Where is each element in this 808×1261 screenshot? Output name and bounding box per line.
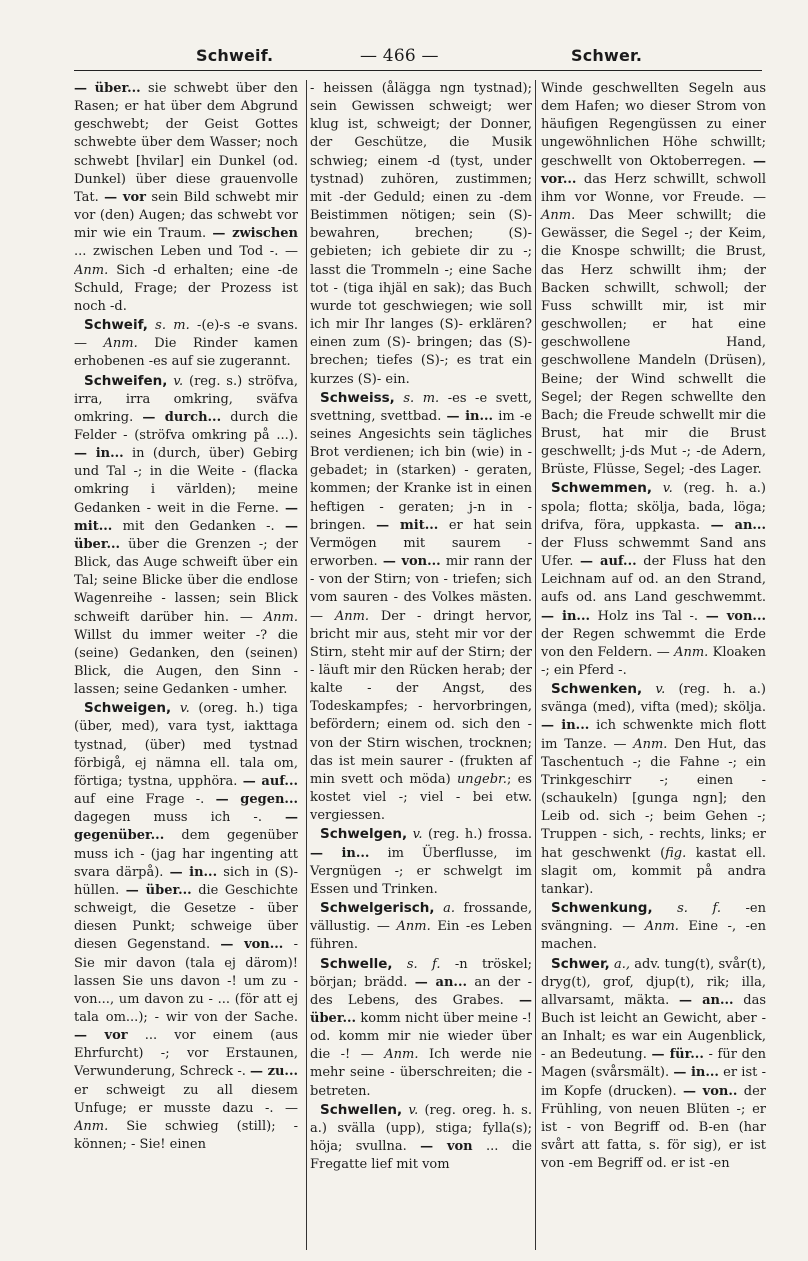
- italic-label: v.: [412, 827, 423, 843]
- entry-text: ich schwenkte mich flott im Tanze. —: [541, 718, 766, 752]
- italic-label: fig.: [665, 845, 687, 861]
- italic-label: v.: [662, 481, 673, 497]
- entry-text: ... zwischen Leben und Tod -. —: [74, 244, 298, 260]
- italic-label: Anm.: [74, 1118, 109, 1134]
- italic-label: Anm.: [396, 919, 431, 935]
- headword: Schweifen,: [84, 372, 168, 389]
- entry-text: Holz ins Tal -.: [590, 608, 706, 624]
- italic-label: v.: [408, 1102, 419, 1118]
- entry-text: -en svängning. —: [541, 901, 766, 935]
- entry-text: der Fluss hat den Leichnam auf od. an den Strand, aufs od. ans Land geschwemmt.: [541, 554, 766, 606]
- entry-text: Ein -es Leben führen.: [310, 919, 532, 953]
- dictionary-entry: [310, 825, 532, 899]
- dictionary-entry: [310, 955, 532, 1101]
- entry-text: das Herz schwillt, schwoll ihm vor Wonne, vor Freude. —: [541, 171, 766, 205]
- headword: Schwemmen,: [551, 480, 652, 497]
- entry-text: mir rann der - von der Stirn; von - triefen; sich vom sauren - des Volkes mästen. —: [310, 554, 533, 624]
- entry-text: der Regen schwemmt die Erde von den Feldern. —: [541, 626, 766, 660]
- entry-text: an der - des Lebens, des Grabes.: [310, 974, 532, 1008]
- entry-text: -es -e svett, svettning, svettbad.: [310, 390, 532, 424]
- sub-phrase: — gegenüber...: [74, 810, 298, 844]
- sub-phrase: — durch...: [142, 409, 222, 425]
- entry-text: durch die Felder - (ströfva omkring på ...).: [74, 409, 298, 443]
- italic-label: v.: [173, 373, 184, 389]
- entry-text: über die Grenzen -; der Blick, das Auge schweift über ein Tal; seine Blicke über die endlose Wagenreihe - lassen; sein Blick schweift darüber hin. —: [74, 536, 298, 625]
- entry-text: Willst du immer weiter -? die (seine) Gedanken, den (seinen) Blick, die Augen, den Sinn - lassen; seine Gedanken - umher.: [74, 627, 298, 698]
- entry-text: [171, 701, 180, 716]
- sub-phrase: — an...: [678, 992, 734, 1008]
- entry-text: in (durch, über) Gebirg und Tal -; in die Weite - (flacka omkring i världen); meine Gedanken - weit in die Ferne.: [74, 446, 299, 516]
- italic-label: s. m.: [155, 318, 190, 334]
- dictionary-entry: [74, 372, 298, 700]
- italic-label: a.,: [614, 956, 631, 972]
- entry-text: adv. tung(t), svår(t), dryg(t), grof, djup(t), rik; illa, allvarsamt, mäkta.: [541, 956, 766, 1008]
- sub-phrase: — von...: [705, 608, 766, 624]
- sub-phrase: — für...: [651, 1047, 704, 1063]
- sub-phrase: — auf...: [242, 773, 299, 789]
- dictionary-entry: [541, 479, 766, 680]
- italic-label: Anm.: [334, 608, 370, 624]
- sub-phrase: — von: [420, 1139, 473, 1155]
- entry-text: - heissen (ålägga ngn tystnad); sein Gewissen schweigt; wer klug ist, schweigt; der Donner, der Geschütze, die Musik schwieg; einem -d (tyst, under tystnad) zuhören, zustimmen; mit -der Geduld; einen zu -dem Beistimmen nötigen; sein (S)- bewahren, brechen; (S)- gebieten; ich gebiete dir zu -; lasst die Trommeln -; eine Sache tot - (tiga ihjäl en sak); das Buch wurde tot geschwiegen; wie soll ich mir Ihr langes (S)- erklären? einen zum (S)- bringen; das (S)- brechen; tiefes (S)-; es trat ein kurzes (S)- ein.: [310, 81, 532, 387]
- headword: Schwenkung,: [551, 900, 653, 917]
- entry-text: Den Hut, das Taschentuch -; die Fahne -; ein Trinkgeschirr -; einen - (schaukeln) [gunga ngn]; den Leib od. sich -; beim Gehen -; Truppen - sich, - rechts, links; er hat geschwenkt (: [541, 736, 766, 861]
- entry-text: im Überflusse, im Vergnügen -; er schwelgt im Essen und Trinken.: [310, 845, 533, 897]
- entry-text: -(e)-s -e svans. —: [74, 318, 298, 352]
- headword: Schwenken,: [551, 681, 643, 698]
- sub-phrase: — in...: [541, 608, 591, 624]
- entry-text: Sie schwieg (still); - können; - Sie! einen: [74, 1118, 298, 1153]
- entry-text: (reg. oreg. h. s. a.) svälla (upp), stiga; fylla(s); höja; svullna.: [310, 1102, 532, 1155]
- entry-text: ... die Fregatte lief mit vom: [310, 1139, 533, 1173]
- column-middle: [306, 80, 536, 1250]
- sub-phrase: — vor: [74, 1028, 128, 1044]
- headword: Schwelle,: [320, 955, 393, 972]
- column-right: [537, 80, 766, 1250]
- sub-phrase: — zu...: [250, 1064, 299, 1080]
- italic-label: s. m.: [403, 390, 440, 406]
- sub-phrase: — von...: [382, 554, 441, 570]
- entry-text: (reg. h. a.) spola; flotta; skölja, bada, löga; drifva, föra, uppkasta.: [541, 481, 766, 533]
- entry-text: sie schwebt über den Rasen; er hat über dem Abgrund geschwebt; der Geist Gottes schwebte über dem Wasser; noch schwebt [hvilar] ein Dunkel (od. Dunkel) über diese grauenvolle Tat.: [74, 81, 299, 205]
- sub-phrase: — zwischen: [212, 226, 298, 242]
- entry-text: dem gegenüber muss ich - (jag har ingenting att svara därpå).: [74, 828, 298, 880]
- entry-text: Kloaken -; ein Pferd -.: [541, 644, 766, 678]
- entry-text: sich in (S)- hüllen.: [74, 864, 299, 898]
- italic-label: a.: [443, 901, 455, 917]
- entry-text: [434, 901, 443, 916]
- running-header: [74, 40, 762, 71]
- entry-text: - für den Magen (svårsmält).: [541, 1047, 766, 1081]
- entry-text: komm nicht über meine -! od. komm mir nie wieder über die -! —: [310, 1010, 532, 1063]
- entry-text: [642, 682, 655, 697]
- entry-text: dagegen muss ich -.: [74, 810, 285, 826]
- italic-label: Anm.: [674, 644, 709, 660]
- headword: Schwelgen,: [320, 826, 408, 843]
- italic-label: ungebr.: [456, 771, 507, 787]
- sub-phrase: — über...: [125, 882, 192, 898]
- entry-text: er schweigt zu all diesem Unfuge; er musste dazu -. —: [74, 1082, 298, 1116]
- headword: Schweiss,: [320, 389, 395, 406]
- sub-phrase: — von...: [220, 937, 284, 953]
- entry-text: frossande, vällustig. —: [310, 901, 532, 935]
- entry-continuation: [541, 80, 766, 479]
- page-number: — 466 —: [360, 46, 439, 66]
- entry-text: Die Rinder kamen erhobenen -es auf sie zugerannt.: [74, 336, 298, 370]
- entry-text: kastat ell. slagit om, kommit på andra tankar).: [541, 845, 766, 897]
- entry-text: [653, 901, 678, 916]
- sub-phrase: — in...: [310, 845, 370, 861]
- headword: Schwer,: [551, 955, 610, 972]
- entry-text: ... vor einem (aus Ehrfurcht) -; vor Erstaunen, Verwunderung, Schreck -.: [74, 1028, 298, 1080]
- italic-label: v.: [655, 682, 666, 698]
- sub-phrase: — in...: [673, 1065, 719, 1081]
- entry-text: auf eine Frage -.: [74, 792, 216, 808]
- entry-text: [652, 481, 663, 496]
- dictionary-entry: [310, 1101, 532, 1175]
- entry-text: der Frühling, von neuen Blüten -; er ist - von Begriff od. B-en (har svårt att fatta, s. för sig), er ist von -em Begriff od. er ist -en: [541, 1083, 766, 1172]
- entry-text: Winde geschwellten Segeln aus dem Hafen; wo dieser Strom von häufigen Regengüssen zu einer ungewöhnlichen Höhe schwillt; geschwellt von Oktoberregen.: [541, 81, 766, 169]
- entry-text: ; es kostet viel -; viel - bei etw. vergiessen.: [310, 771, 532, 824]
- sub-phrase: — über...: [74, 81, 141, 96]
- headword: Schweigen,: [84, 700, 172, 717]
- headword: Schwelgerisch,: [320, 900, 435, 917]
- sub-phrase: — in...: [169, 864, 218, 880]
- italic-label: Anm.: [263, 609, 298, 625]
- sub-phrase: — vor...: [541, 153, 766, 187]
- entry-text: Das Meer schwillt; die Gewässer, die Segel -; der Keim, die Knospe schwillt; die Brust, das Herz schwillt ihm; der Backen schwillt, schwoll; der Fuss schwillt mir, ist mir geschwollen; er hat eine geschwollene Hand, geschwollene Mandeln (Drüsen), Beine; der Wind schwellt die Segel; der Regen schwellte den Bach; die Freude schwellt mir die Brust, hat mir die Brust geschwellt; j-ds Mut -; -de Adern, Brüste, Flüsse, Segel; -des Lager.: [541, 208, 766, 478]
- sub-phrase: — in...: [446, 408, 494, 424]
- entry-text: Sich -d erhalten; eine -de Schuld, Frage; der Prozess ist noch -d.: [74, 262, 298, 314]
- dictionary-entry: [541, 899, 766, 954]
- sub-phrase: — mit...: [74, 500, 298, 534]
- italic-label: Anm.: [541, 208, 576, 224]
- entry-text: der Fluss schwemmt Sand ans Ufer.: [541, 535, 766, 570]
- entry-text: er ist - im Kopfe (drucken).: [541, 1065, 766, 1099]
- dictionary-entry: [310, 899, 532, 954]
- italic-label: s. f.: [677, 901, 721, 917]
- italic-label: Anm.: [103, 336, 138, 352]
- italic-label: Anm.: [633, 736, 668, 752]
- entry-text: er hat sein Vermögen mit saurem - erworben.: [310, 517, 532, 570]
- entry-text: (reg. s.) ströfva, irra, irra omkring, sväfva omkring.: [74, 373, 298, 425]
- header-left-keyword: Schweif.: [196, 46, 274, 65]
- sub-phrase: — in...: [541, 718, 590, 734]
- column-left: [74, 80, 304, 1250]
- entry-continuation: [74, 80, 298, 316]
- italic-label: Anm.: [384, 1047, 419, 1063]
- italic-label: s. f.: [406, 956, 441, 972]
- sub-phrase: — an...: [710, 517, 766, 533]
- sub-phrase: — vor: [104, 189, 147, 205]
- sub-phrase: — gegen...: [215, 792, 299, 808]
- entry-text: Ich werde nie mehr seine - überschreiten; die - betreten.: [310, 1047, 532, 1099]
- italic-label: v.: [179, 701, 190, 717]
- entry-text: [393, 957, 407, 972]
- italic-label: Anm.: [644, 919, 679, 935]
- entry-text: das Buch ist leicht an Gewicht, aber - an Inhalt; es war ein Augenblick, - an Bedeutung.: [541, 992, 766, 1063]
- entry-text: (reg. h.) frossa.: [422, 827, 532, 843]
- dictionary-entry: [541, 955, 766, 1174]
- sub-phrase: — über...: [310, 992, 532, 1026]
- entry-text: mit den Gedanken -.: [112, 518, 285, 534]
- header-right-keyword: Schwer.: [571, 46, 643, 65]
- entry-text: die Geschichte schweigt, die Gesetze - über diesen Punkt; schweige über diesen Gegenstand.: [74, 882, 298, 953]
- entry-text: Eine -, -en machen.: [541, 919, 766, 953]
- entry-text: -n tröskel; början; brädd.: [310, 956, 532, 990]
- entry-text: (reg. h. a.) svänga (med), vifta (med); skölja.: [541, 682, 766, 716]
- sub-phrase: — mit...: [376, 517, 439, 533]
- entry-text: - Sie mir davon (tala ej därom)! lassen Sie uns davon -! um zu - von..., um davon zu - ... (för att ej tala om...); - wir von der Sache.: [74, 937, 298, 1025]
- italic-label: Anm.: [74, 262, 109, 278]
- headword: Schweif,: [84, 317, 148, 334]
- dictionary-entry: [541, 680, 766, 899]
- entry-text: (oreg. h.) tiga (über, med), vara tyst, iakttaga tystnad, (über) med tystnad förbigå, ej nämna ell. tala om, förtiga; tystna, upphöra.: [74, 701, 298, 789]
- sub-phrase: — auf...: [580, 554, 637, 570]
- entry-text: Der - dringt hervor, bricht mir aus, steht mir vor der Stirn, steht mir auf der Stirn; der - läuft mir den Rücken herab; der kalte - der Angst, des Todeskampfes; - hervorbringen, befördern; einem od. sich den - von der Stirn wischen, trocknen; das ist mein saurer - (frukten af min svett och möda): [310, 608, 532, 787]
- dictionary-entry: [74, 316, 298, 371]
- sub-phrase: — in...: [74, 446, 124, 462]
- headword: Schwellen,: [320, 1101, 403, 1118]
- sub-phrase: — über...: [74, 518, 298, 552]
- dictionary-entry: [74, 699, 298, 1154]
- sub-phrase: — an...: [414, 974, 468, 990]
- dictionary-entry: [310, 389, 532, 826]
- entry-text: im -e seines Angesichts sein tägliches Brot verdienen; ich bin (wie) in - gebadet; in (starken) - geraten, kommen; der Kranke ist in einen heftigen - geraten; j-n in - bringen.: [310, 408, 532, 533]
- entry-continuation: [310, 80, 532, 389]
- sub-phrase: — von..: [682, 1083, 738, 1099]
- entry-text: sein Bild schwebt mir vor (den) Augen; das schwebt vor mir wie ein Traum.: [74, 189, 299, 242]
